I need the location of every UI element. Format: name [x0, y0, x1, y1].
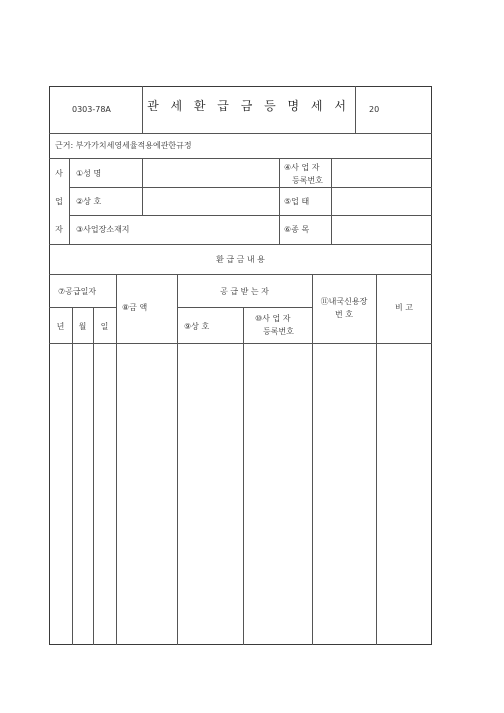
rule-basis-bottom	[49, 158, 432, 159]
reg-no-label-2: 등록번호	[292, 176, 323, 185]
name-label: ①성 명	[76, 169, 102, 178]
rule-side-label	[69, 158, 70, 244]
address-label: ③사업장소재지	[76, 225, 130, 234]
reg-no-label-1: ④사 업 자	[284, 163, 320, 172]
rule-recipient-split	[177, 307, 312, 308]
form-title: 관 세 환 급 금 등 명 세 서	[147, 99, 350, 113]
rule-header-bottom	[49, 133, 432, 134]
rule-business-row1	[69, 187, 432, 188]
form-frame	[49, 86, 432, 645]
rule-header-v2	[355, 86, 356, 133]
rule-col-lc	[376, 274, 377, 645]
recipient-reg-header-1: ⑩사 업 자	[255, 314, 291, 323]
rule-col-day	[116, 274, 117, 645]
side-char-1: 사	[55, 169, 63, 178]
rule-business-bottom	[49, 244, 432, 245]
basis-text: 근거: 부가가치세영세율적용에관한규정	[55, 141, 192, 150]
refund-section-title: 환 급 금 내 용	[216, 255, 265, 264]
recipient-reg-header-2: 등록번호	[263, 327, 294, 336]
remarks-header: 비 고	[395, 303, 413, 312]
rule-col-reg-no	[312, 274, 313, 645]
rule-col-amount	[177, 274, 178, 645]
amount-header: ⑧금 액	[122, 303, 148, 312]
supply-date-header: ⑦공급일자	[58, 287, 97, 296]
lc-header-2: 번 호	[335, 310, 353, 319]
rule-supply-date-split	[49, 307, 116, 308]
category-label: ⑥종 목	[284, 225, 310, 234]
month-header: 월	[78, 322, 87, 331]
form-number: 0303-78A	[72, 105, 111, 114]
trade-name-label: ②상 호	[76, 197, 102, 206]
year-header: 년	[56, 322, 65, 331]
rule-business-mid-v	[279, 158, 280, 244]
rule-business-label-v	[142, 158, 143, 216]
rule-col-trade-name	[243, 307, 244, 645]
rule-col-year	[72, 307, 73, 645]
recipient-trade-name-header: ⑨상 호	[184, 322, 210, 331]
business-type-label: ⑤업 태	[284, 197, 310, 206]
rule-business-row2	[69, 215, 432, 216]
side-char-2: 업	[55, 197, 63, 206]
recipient-header: 공 급 받 는 자	[220, 287, 269, 296]
rule-table-header-bottom	[49, 343, 432, 344]
rule-section-title-bottom	[49, 274, 432, 275]
day-header: 일	[100, 322, 109, 331]
lc-header-1: ⑪내국신용장	[320, 297, 368, 306]
rule-col-month	[93, 307, 94, 645]
rule-business-value-v	[331, 158, 332, 244]
side-char-3: 자	[55, 225, 63, 234]
year-prefix: 20	[369, 105, 380, 114]
